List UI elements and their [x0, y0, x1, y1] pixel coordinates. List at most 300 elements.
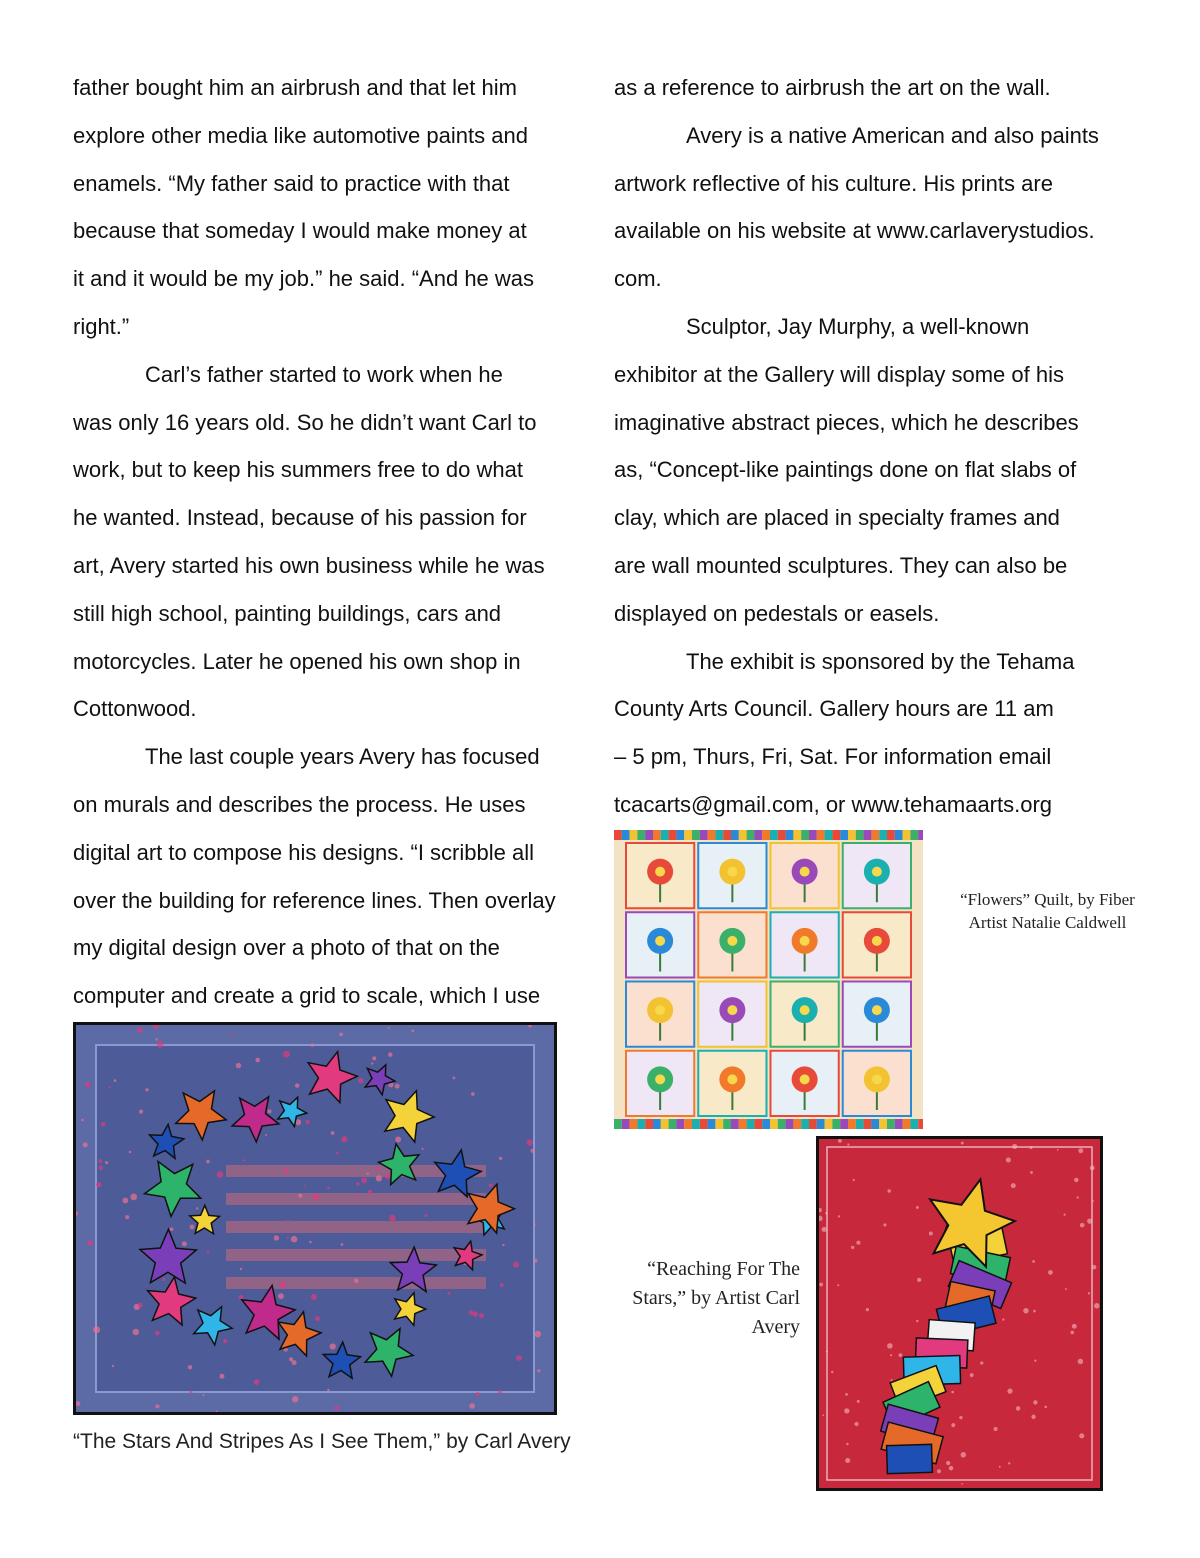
paint-speckle [970, 1373, 974, 1377]
quilt-border-square [817, 1119, 825, 1129]
paint-splatter [388, 1027, 390, 1029]
text-line: Cottonwood. [73, 696, 197, 722]
text-line: Carl’s father started to work when he [145, 361, 503, 387]
text-line: available on his website at www.carlaverystudios. [614, 218, 1095, 244]
paint-splatter [315, 1316, 320, 1321]
paint-splatter [96, 1182, 101, 1187]
paint-speckle [845, 1458, 850, 1463]
right-text-column [614, 64, 1154, 829]
paint-splatter [425, 1214, 428, 1217]
text-line: art, Avery started his own business while he was [73, 552, 545, 578]
quilt-artwork-image [614, 830, 923, 1129]
flower-center [872, 867, 882, 877]
text-line: work, but to keep his summers free to do what [73, 457, 523, 483]
quilt-border-square [770, 830, 778, 840]
text-line: my digital design over a photo of that on the [73, 935, 500, 961]
quilt-border-square [879, 830, 887, 840]
paint-speckle [899, 1353, 903, 1357]
flower-center [655, 1074, 665, 1084]
paint-speckle [831, 1371, 833, 1373]
paint-splatter [189, 1391, 192, 1394]
paint-splatter [162, 1278, 165, 1281]
paint-speckle [929, 1232, 933, 1236]
paint-splatter [334, 1406, 339, 1411]
paint-speckle [961, 1452, 966, 1457]
paint-speckle [838, 1215, 840, 1217]
text-line: displayed on pedestals or easels. [614, 600, 940, 626]
quilt-border-square [793, 830, 801, 840]
paint-splatter [341, 1136, 347, 1142]
paint-speckle [1006, 1157, 1011, 1162]
paint-speckle [819, 1283, 823, 1287]
paint-splatter [388, 1052, 392, 1056]
reaching-for-the-stars-graphic [819, 1139, 1100, 1488]
paint-speckle [853, 1179, 855, 1181]
paint-splatter [130, 1194, 137, 1201]
paint-splatter [170, 1227, 174, 1231]
paint-splatter [99, 1159, 103, 1163]
quilt-border-square [903, 1119, 911, 1129]
paint-speckle [1012, 1144, 1017, 1149]
text-line: digital art to compose his designs. “I scribble all [73, 839, 534, 865]
text-line: father bought him an airbrush and that let him [73, 75, 517, 100]
text-line: – 5 pm, Thurs, Fri, Sat. For information email [614, 744, 1052, 770]
quilt-border-square [918, 1119, 923, 1129]
quilt-border-square [903, 830, 911, 840]
quilt-border-square [910, 1119, 918, 1129]
paint-speckle [1087, 1218, 1092, 1223]
paint-speckle [854, 1422, 858, 1426]
paint-splatter [534, 1259, 538, 1263]
paint-splatter [452, 1076, 455, 1079]
quilt-border-square [676, 830, 684, 840]
paint-speckle [1034, 1360, 1036, 1362]
paint-splatter [284, 1169, 289, 1174]
quilt-border-square [676, 1119, 684, 1129]
quilt-border-square [848, 1119, 856, 1129]
paint-splatter [137, 1027, 143, 1033]
right-paragraph-3 [614, 303, 1154, 638]
paint-splatter [376, 1167, 379, 1170]
paint-speckle [1090, 1166, 1095, 1171]
quilt-border-square [832, 830, 840, 840]
paint-splatter [182, 1241, 187, 1246]
paint-splatter [207, 1250, 210, 1253]
quilt-border-square [762, 830, 770, 840]
paint-splatter [114, 1079, 117, 1082]
quilt-border-square [715, 830, 723, 840]
paint-speckle [1057, 1149, 1059, 1151]
quilt-border-square [887, 830, 895, 840]
quilt-border-square [786, 830, 794, 840]
quilt-border-square [622, 830, 630, 840]
paint-speckle [961, 1483, 963, 1485]
paint-splatter [516, 1355, 522, 1361]
paint-splatter [469, 1310, 474, 1315]
paint-splatter [287, 1237, 289, 1239]
flower-center [727, 936, 737, 946]
paint-splatter [303, 1184, 305, 1186]
paint-splatter [278, 1293, 284, 1299]
quilt-border-square [801, 830, 809, 840]
paint-speckle [946, 1461, 950, 1465]
paint-speckle [1092, 1265, 1096, 1269]
quilt-border-square [700, 830, 708, 840]
paint-splatter [108, 1086, 110, 1088]
text-line: as a reference to airbrush the art on the wall. [614, 75, 1051, 100]
paint-speckle [1030, 1171, 1033, 1174]
quilt-border-square [801, 1119, 809, 1129]
text-line: computer and create a grid to scale, which I use [73, 983, 541, 1009]
quilt-border-square [786, 1119, 794, 1129]
paint-splatter [206, 1160, 210, 1164]
paint-splatter [358, 1078, 363, 1083]
paint-splatter [385, 1174, 391, 1180]
paint-splatter [489, 1183, 493, 1187]
paint-speckle [837, 1284, 839, 1286]
text-line: The last couple years Avery has focused [145, 744, 540, 770]
paint-splatter [155, 1038, 157, 1040]
paint-splatter [279, 1281, 286, 1288]
quilt-border-square [700, 1119, 708, 1129]
paint-speckle [951, 1391, 954, 1394]
text-line: The exhibit is sponsored by the Tehama [686, 648, 1075, 674]
quilt-border-square [848, 830, 856, 840]
quilt-border-square [661, 830, 669, 840]
flower-center [655, 867, 665, 877]
quilt-border-square [708, 1119, 716, 1129]
quilt-border-square [739, 830, 747, 840]
quilt-border-square [793, 1119, 801, 1129]
text-line: Avery is a native American and also paints [686, 122, 1099, 148]
paint-splatter [254, 1379, 260, 1385]
quilt-border-square [661, 1119, 669, 1129]
paint-splatter [139, 1110, 143, 1114]
flower-center [655, 1005, 665, 1015]
paint-speckle [890, 1354, 892, 1356]
paint-speckle [916, 1206, 919, 1209]
quilt-border-square [856, 1119, 864, 1129]
flower-center [800, 1005, 810, 1015]
paint-speckle [1007, 1388, 1012, 1393]
paint-splatter [327, 1187, 330, 1190]
paint-splatter [306, 1120, 310, 1124]
paint-splatter [138, 1303, 143, 1308]
paint-speckle [1070, 1331, 1074, 1335]
quilt-border-square [653, 1119, 661, 1129]
paint-splatter [217, 1171, 224, 1178]
paint-speckle [951, 1423, 955, 1427]
quilt-border-square [723, 1119, 731, 1129]
paint-splatter [310, 1043, 313, 1046]
paint-splatter [190, 1225, 195, 1230]
paint-speckle [949, 1466, 954, 1471]
paint-speckle [1033, 1310, 1036, 1313]
paint-speckle [851, 1246, 854, 1249]
paint-splatter [500, 1283, 504, 1287]
paint-speckle [891, 1379, 893, 1381]
paint-splatter [473, 1311, 478, 1316]
text-line: motorcycles. Later he opened his own shop in [73, 648, 521, 674]
paint-speckle [1023, 1308, 1028, 1313]
quilt-border-square [809, 830, 817, 840]
flower-center [872, 1005, 882, 1015]
paint-speckle [822, 1414, 824, 1416]
quilt-border-square [778, 1119, 786, 1129]
paint-speckle [838, 1139, 842, 1143]
text-line: still high school, painting buildings, cars and [73, 600, 502, 626]
quilt-border-square [871, 1119, 879, 1129]
paint-splatter [291, 1236, 298, 1243]
quilt-border-square [856, 830, 864, 840]
quilt-border-square [731, 830, 739, 840]
paint-splatter [83, 1142, 88, 1147]
text-line: are wall mounted sculptures. They can also be [614, 552, 1068, 578]
quilt-border-square [895, 1119, 903, 1129]
paint-speckle [857, 1400, 860, 1403]
quilt-border-square [637, 1119, 645, 1129]
quilt-border-square [653, 830, 661, 840]
paint-splatter [298, 1194, 302, 1198]
text-line: clay, which are placed in specialty frames and [614, 505, 1060, 531]
paint-speckle [1092, 1200, 1094, 1202]
paint-splatter [339, 1033, 343, 1037]
paint-splatter [81, 1119, 84, 1122]
paint-splatter [330, 1343, 336, 1349]
quilt-border-square [622, 1119, 630, 1129]
quilt-border-square [778, 830, 786, 840]
paint-splatter [327, 1389, 329, 1391]
paint-splatter [99, 1166, 103, 1170]
text-line: artwork reflective of his culture. His prints are [614, 170, 1053, 196]
paint-splatter [447, 1292, 450, 1295]
paint-splatter [499, 1157, 502, 1160]
paint-splatter [292, 1396, 298, 1402]
quilt-border-square [918, 830, 923, 840]
paint-splatter [105, 1161, 108, 1164]
paint-speckle [844, 1408, 849, 1413]
text-line: Sculptor, Jay Murphy, a well-known [686, 313, 1030, 339]
quilt-border-square [864, 1119, 872, 1129]
paint-speckle [1048, 1270, 1053, 1275]
flower-center [800, 1074, 810, 1084]
paint-splatter [155, 1404, 159, 1408]
paint-splatter [268, 1109, 272, 1113]
paint-splatter [219, 1374, 224, 1379]
graffiti-block [887, 1444, 933, 1473]
quilt-border-square [825, 830, 833, 840]
quilt-border-square [840, 830, 848, 840]
flower-center [727, 1005, 737, 1015]
paint-speckle [1030, 1146, 1033, 1149]
quilt-border-square [645, 830, 653, 840]
stripe [226, 1221, 486, 1233]
quilt-border-square [731, 1119, 739, 1129]
paint-speckle [825, 1212, 828, 1215]
quilt-border-square [669, 1119, 677, 1129]
paint-splatter [366, 1172, 368, 1174]
paint-splatter [101, 1122, 105, 1126]
paint-speckle [917, 1278, 921, 1282]
paint-splatter [287, 1220, 289, 1222]
paint-splatter [371, 1062, 373, 1064]
paint-splatter [313, 1194, 319, 1200]
right-paragraph-1 [614, 64, 1154, 112]
paint-splatter [368, 1190, 372, 1194]
quilt-border-square [747, 1119, 755, 1129]
paint-speckle [856, 1241, 860, 1245]
paint-splatter [530, 1149, 534, 1153]
paint-speckle [961, 1142, 964, 1145]
quilt-border-square [723, 830, 731, 840]
flower-center [727, 867, 737, 877]
paint-splatter [534, 1223, 536, 1225]
paint-speckle [959, 1416, 962, 1419]
left-paragraph-3 [73, 733, 593, 1020]
text-line: it and it would be my job.” he said. “And he was [73, 266, 535, 292]
quilt-border-square [864, 830, 872, 840]
flower-center [727, 1074, 737, 1084]
paint-splatter [361, 1178, 367, 1184]
quilt-border-square [887, 1119, 895, 1129]
flower-center [800, 867, 810, 877]
paint-splatter [243, 1159, 245, 1161]
paint-splatter [112, 1365, 114, 1367]
flower-center [800, 936, 810, 946]
paint-splatter [289, 1357, 293, 1361]
paint-splatter [87, 1240, 93, 1246]
paint-splatter [274, 1235, 279, 1240]
paint-splatter [295, 1083, 299, 1087]
flower-center [872, 1074, 882, 1084]
text-line: over the building for reference lines. Then overlay [73, 887, 556, 913]
paint-speckle [999, 1466, 1001, 1468]
left-paragraph-2 [73, 351, 593, 733]
paint-splatter [354, 1279, 358, 1283]
paint-splatter [395, 1136, 401, 1142]
paint-speckle [1074, 1178, 1078, 1182]
paint-speckle [1080, 1223, 1085, 1228]
flower-center [872, 936, 882, 946]
paint-splatter [309, 1241, 312, 1244]
quilt-border-square [645, 1119, 653, 1129]
paint-speckle [1077, 1196, 1079, 1198]
quilt-border-square [715, 1119, 723, 1129]
paint-splatter [513, 1262, 519, 1268]
paint-splatter [265, 1134, 267, 1136]
quilt-border-square [840, 1119, 848, 1129]
stars-and-stripes-graphic [76, 1025, 554, 1412]
paint-splatter [196, 1207, 198, 1209]
paint-splatter [389, 1215, 396, 1222]
flower-center [655, 936, 665, 946]
quilt-border-square [754, 1119, 762, 1129]
paint-splatter [498, 1390, 502, 1394]
right-paragraph-4 [614, 638, 1154, 829]
paint-speckle [1044, 1406, 1047, 1409]
quilt-border-square [754, 830, 762, 840]
quilt-artwork-graphic [614, 830, 923, 1129]
quilt-border-square [708, 830, 716, 840]
quilt-border-square [825, 1119, 833, 1129]
text-line: com. [614, 266, 662, 292]
quilt-border-square [614, 830, 622, 840]
text-line: enamels. “My father said to practice with that [73, 170, 510, 196]
paint-speckle [1016, 1406, 1021, 1411]
paint-splatter [155, 1331, 160, 1336]
quilt-border-square [614, 1119, 622, 1129]
paint-splatter [355, 1194, 357, 1196]
paint-speckle [1079, 1433, 1084, 1438]
quilt-border-square [762, 1119, 770, 1129]
paint-splatter [476, 1392, 480, 1396]
paint-splatter [331, 1131, 335, 1135]
paint-splatter [341, 1243, 344, 1246]
quilt-border-square [770, 1119, 778, 1129]
paint-speckle [937, 1469, 941, 1473]
paint-splatter [223, 1339, 227, 1343]
paint-splatter [240, 1268, 242, 1270]
paint-splatter [421, 1148, 423, 1150]
paint-speckle [845, 1393, 848, 1396]
paint-speckle [826, 1350, 828, 1352]
paint-splatter [236, 1063, 241, 1068]
paint-splatter [336, 1151, 339, 1154]
paint-splatter [93, 1326, 100, 1333]
paint-speckle [1033, 1400, 1037, 1404]
paint-speckle [1011, 1183, 1016, 1188]
paint-speckle [1032, 1260, 1035, 1263]
paint-speckle [846, 1443, 848, 1445]
quilt-border-square [692, 1119, 700, 1129]
quilt-border-square [692, 830, 700, 840]
paint-splatter [479, 1313, 484, 1318]
paint-speckle [1064, 1214, 1066, 1216]
quilt-border-square [832, 1119, 840, 1129]
text-line: explore other media like automotive paints and [73, 122, 528, 148]
quilt-border-square [809, 1119, 817, 1129]
paint-splatter [188, 1365, 192, 1369]
paint-speckle [1088, 1292, 1090, 1294]
text-line: was only 16 years old. So he didn’t want Carl to [73, 409, 537, 435]
quilt-border-square [684, 830, 692, 840]
stripe [226, 1249, 486, 1261]
paint-speckle [1078, 1359, 1083, 1364]
paint-splatter [202, 1394, 204, 1396]
left-text-column [73, 64, 593, 1020]
stars-and-stripes-artwork-image [73, 1022, 557, 1415]
paint-speckle [847, 1143, 849, 1145]
paint-splatter [471, 1092, 475, 1096]
paint-splatter [145, 1088, 148, 1091]
paint-speckle [1094, 1303, 1100, 1309]
paint-speckle [1002, 1318, 1004, 1320]
paint-splatter [232, 1221, 234, 1223]
quilt-border-square [684, 1119, 692, 1129]
paint-speckle [916, 1320, 918, 1322]
reaching-caption: “Reaching For The Stars,” by Artist Carl Avery [632, 1258, 800, 1338]
paint-splatter [372, 1056, 376, 1060]
right-paragraph-2 [614, 112, 1154, 303]
text-line: because that someday I would make money at [73, 218, 527, 244]
quilt-border-square [895, 830, 903, 840]
quilt-border-square [630, 830, 638, 840]
paint-splatter [122, 1198, 128, 1204]
paint-splatter [527, 1139, 533, 1145]
paint-splatter [411, 1029, 414, 1032]
paint-splatter [395, 1084, 400, 1089]
left-paragraph-1 [73, 64, 593, 351]
